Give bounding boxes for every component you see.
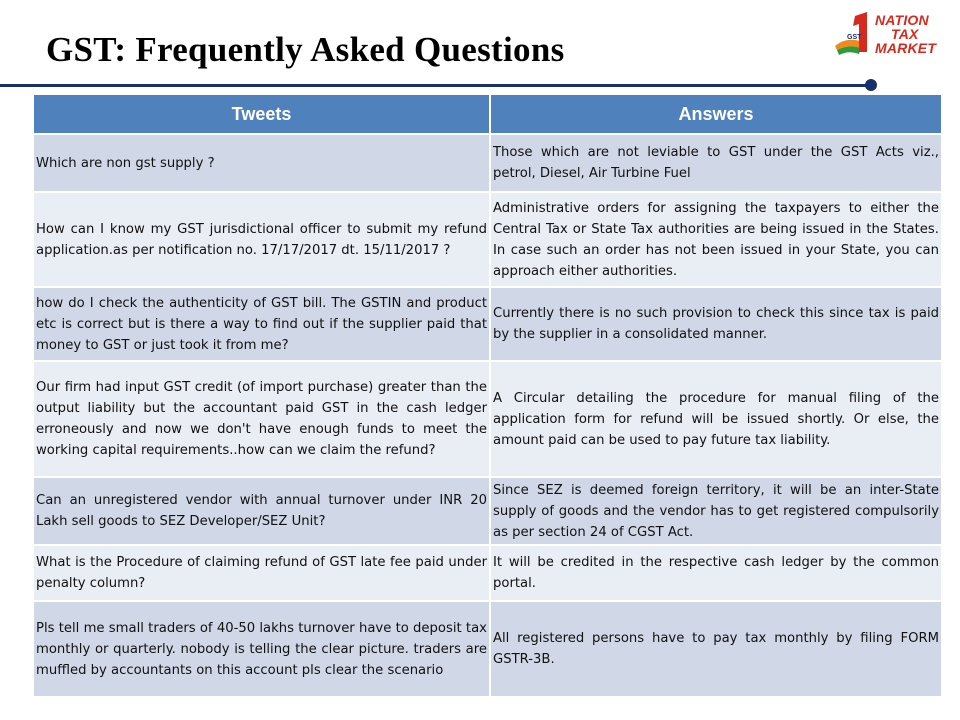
table-row [34,601,942,696]
table-row [34,134,942,192]
table-row [34,477,942,545]
answer-cell: It will be credited in the respective cash ledger by the common portal. [490,545,942,601]
table-row [34,545,942,601]
answer-cell: Administrative orders for assigning the taxpayers to either the Central Tax or State Tax authorities are being issued in the States. In case such an order has not been issued in your State, you can approach either authorities. [490,192,942,287]
table-row [34,192,942,287]
header-divider-dot [865,79,877,91]
answer-cell: Currently there is no such provision to check this since tax is paid by the supplier in a consolidated manner. [490,287,942,361]
answer-cell: A Circular detailing the procedure for manual filing of the application form for refund will be issued shortly. Or else, the amount paid can be used to pay future tax liability. [490,361,942,477]
table-row [34,287,942,361]
table-row [34,361,942,477]
question-cell: How can I know my GST jurisdictional officer to submit my refund application.as per notification no. 17/17/2017 dt. 15/11/2017 ? [34,192,490,287]
answer-cell: Those which are not leviable to GST under the GST Acts viz., petrol, Diesel, Air Turbine Fuel [490,134,942,192]
question-cell: how do I check the authenticity of GST bill. The GSTIN and product etc is correct but is there a way to find out if the supplier paid that money to GST or just took it from me? [34,287,490,361]
question-cell: Our firm had input GST credit (of import purchase) greater than the output liability but the accountant paid GST in the cash ledger erroneously and now we don't have enough funds to meet the working capital requirements..how can we claim the refund? [34,361,490,477]
answer-cell: All registered persons have to pay tax monthly by filing FORM GSTR-3B. [490,601,942,696]
answer-cell: Since SEZ is deemed foreign territory, it will be an inter-State supply of goods and the vendor has to get registered compulsorily as per section 24 of CGST Act. [490,477,942,545]
question-cell: Pls tell me small traders of 40-50 lakhs turnover have to deposit tax monthly or quarterly. nobody is telling the clear picture. traders are muffled by accountants on this account pls clear the scenario [34,601,490,696]
question-cell: Can an unregistered vendor with annual turnover under INR 20 Lakh sell goods to SEZ Developer/SEZ Unit? [34,477,490,545]
nation-tax-market-logo [833,12,953,62]
question-cell: Which are non gst supply ? [34,134,490,192]
question-cell: What is the Procedure of claiming refund of GST late fee paid under penalty column? [34,545,490,601]
table-header-row [34,95,942,134]
header-divider [0,84,870,87]
logo-gst-text: GST [847,34,862,41]
logo-line-2: TAX [891,26,919,42]
column-header-tweets: Tweets [34,95,490,134]
column-header-answers: Answers [490,95,942,134]
page-title: GST: Frequently Asked Questions [46,30,565,69]
logo-line-3: MARKET [875,40,937,56]
logo-line-1: NATION [875,12,929,28]
faq-table [34,95,943,696]
